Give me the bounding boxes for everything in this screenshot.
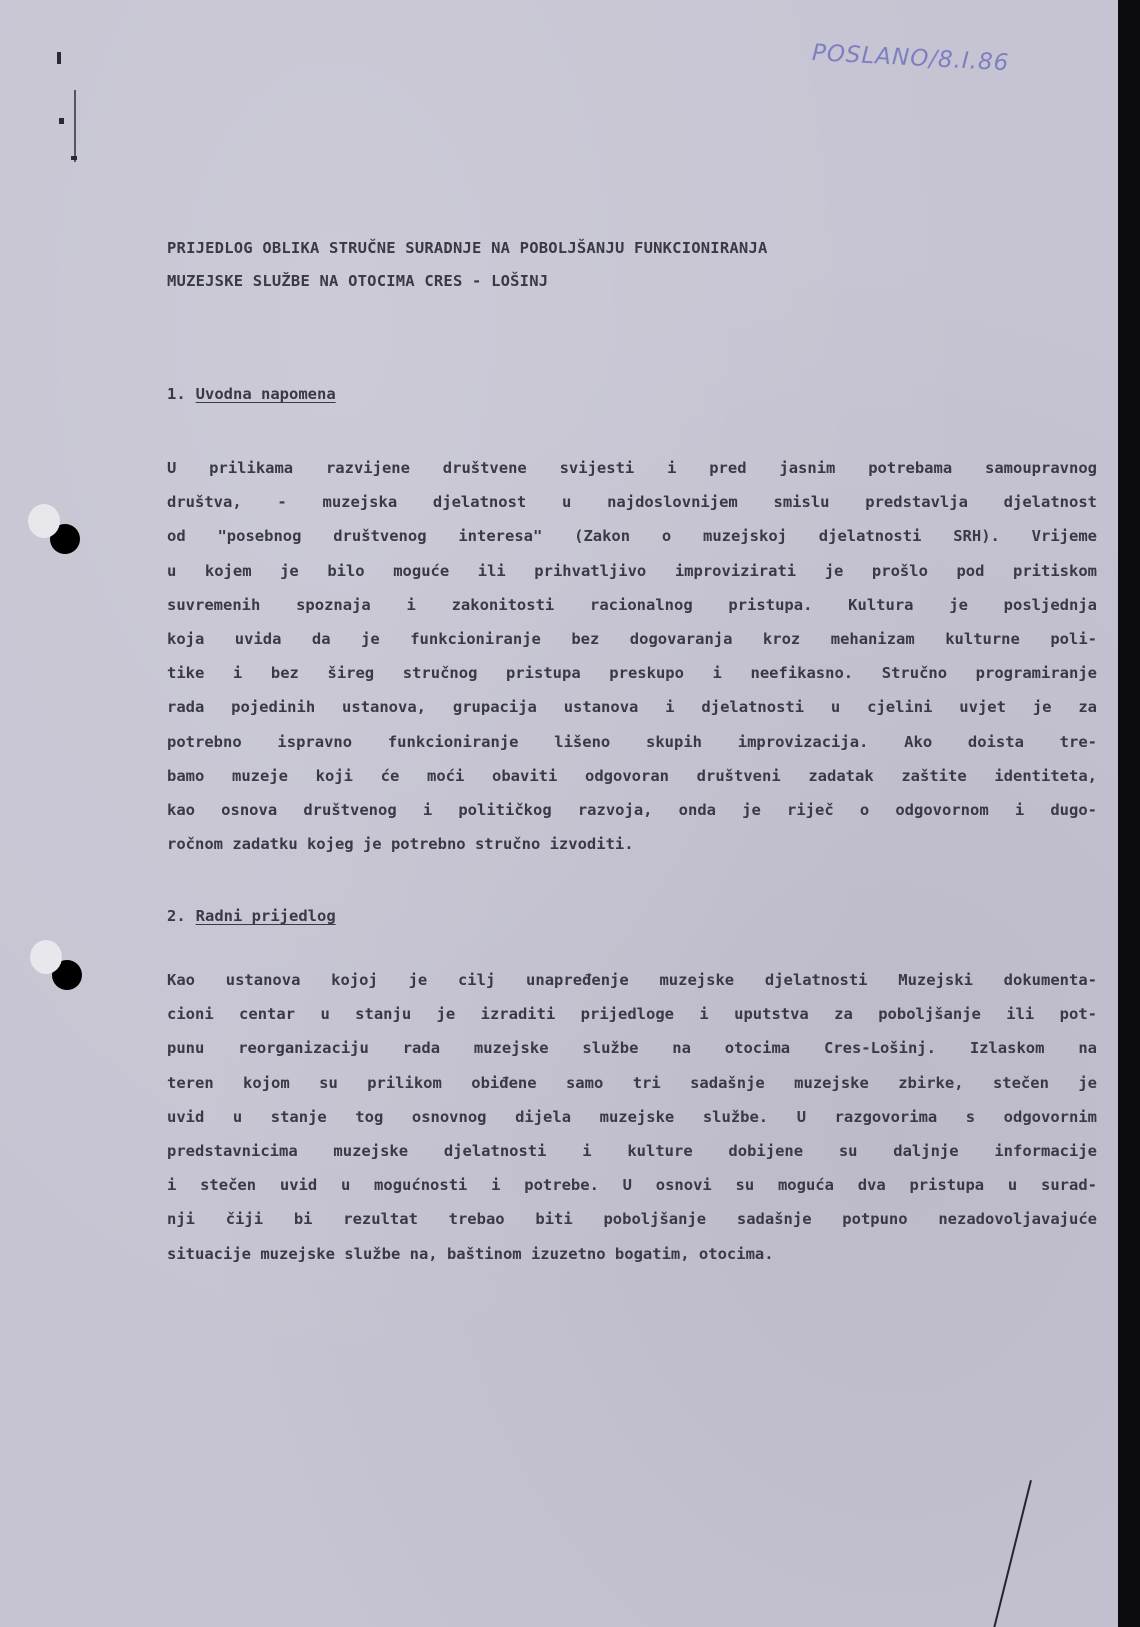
body-line: ročnom zadatku kojeg je potrebno stručno izvoditi. (167, 835, 634, 854)
body-line: teren kojom su prilikom obiđene samo tri sadašnje muzejske zbirke, stečen je (167, 1073, 1097, 1092)
section-body (167, 963, 1097, 1271)
scan-edge-line (991, 1480, 1032, 1627)
body-line: koja uvida da je funkcioniranje bez dogovaranja kroz mehanizam kulturne poli- (167, 630, 1097, 649)
section-title: Uvodna napomena (195, 385, 336, 403)
section-heading (167, 907, 336, 925)
body-line: cioni centar u stanju je izraditi prijedloge i uputstva za poboljšanje ili pot- (167, 1005, 1097, 1024)
body-line: punu reorganizaciju rada muzejske službe na otocima Cres-Lošinj. Izlaskom na (167, 1039, 1097, 1058)
body-line: od "posebnog društvenog interesa" (Zakon o muzejskoj djelatnosti SRH). Vrijeme (167, 527, 1097, 546)
section-title: Radni prijedlog (195, 907, 336, 925)
margin-mark (59, 118, 64, 124)
section-number: 2. (167, 907, 186, 925)
body-line: U prilikama razvijene društvene svijesti i pred jasnim potrebama samoupravnog (167, 459, 1097, 477)
margin-mark (74, 90, 76, 162)
punch-hole (52, 960, 82, 990)
body-line: uvid u stanje tog osnovnog dijela muzejske službe. U razgovorima s odgovornim (167, 1107, 1097, 1126)
body-line: Kao ustanova kojoj je cilj unapređenje muzejske djelatnosti Muzejski dokumenta- (167, 971, 1097, 989)
body-line: situacije muzejske službe na, baštinom izuzetno bogatim, otocima. (167, 1244, 774, 1263)
handwritten-note: POSLANO/8.I.86 (811, 40, 1010, 77)
body-line: rada pojedinih ustanova, grupacija ustanova i djelatnosti u cjelini uvjet je za (167, 698, 1097, 717)
body-line: suvremenih spoznaja i zakonitosti racionalnog pristupa. Kultura je posljednja (167, 595, 1097, 614)
body-line: društva, - muzejska djelatnost u najdoslovnijem smislu predstavlja djelatnost (167, 493, 1097, 512)
body-line: bamo muzeje koji će moći obaviti odgovoran društveni zadatak zaštite identiteta, (167, 766, 1097, 785)
body-line: nji čiji bi rezultat trebao biti poboljšanje sadašnje potpuno nezadovoljavajuće (167, 1210, 1097, 1229)
scan-background-edge (1118, 0, 1140, 1627)
document-title (167, 232, 1047, 298)
title-line: MUZEJSKE SLUŽBE NA OTOCIMA CRES - LOŠINJ (167, 272, 549, 290)
margin-mark (71, 156, 77, 160)
body-line: i stečen uvid u mogućnosti i potrebe. U osnovi su moguća dva pristupa u surad- (167, 1176, 1097, 1195)
title-line: PRIJEDLOG OBLIKA STRUČNE SURADNJE NA POBOLJŠANJU FUNKCIONIRANJA (167, 239, 768, 257)
punch-hole (50, 524, 80, 554)
margin-mark (57, 52, 61, 64)
body-line: kao osnova društvenog i političkog razvoja, onda je riječ o odgovornom i dugo- (167, 801, 1097, 820)
section-body (167, 451, 1097, 861)
body-line: u kojem je bilo moguće ili prihvatljivo improvizirati je prošlo pod pritiskom (167, 561, 1097, 580)
section-heading (167, 385, 336, 403)
section-number: 1. (167, 385, 186, 403)
body-line: tike i bez šireg stručnog pristupa preskupo i neefikasno. Stručno programiranje (167, 664, 1097, 683)
body-line: predstavnicima muzejske djelatnosti i kulture dobijene su daljnje informacije (167, 1142, 1097, 1161)
body-line: potrebno ispravno funkcioniranje lišeno skupih improvizacija. Ako doista tre- (167, 732, 1097, 751)
